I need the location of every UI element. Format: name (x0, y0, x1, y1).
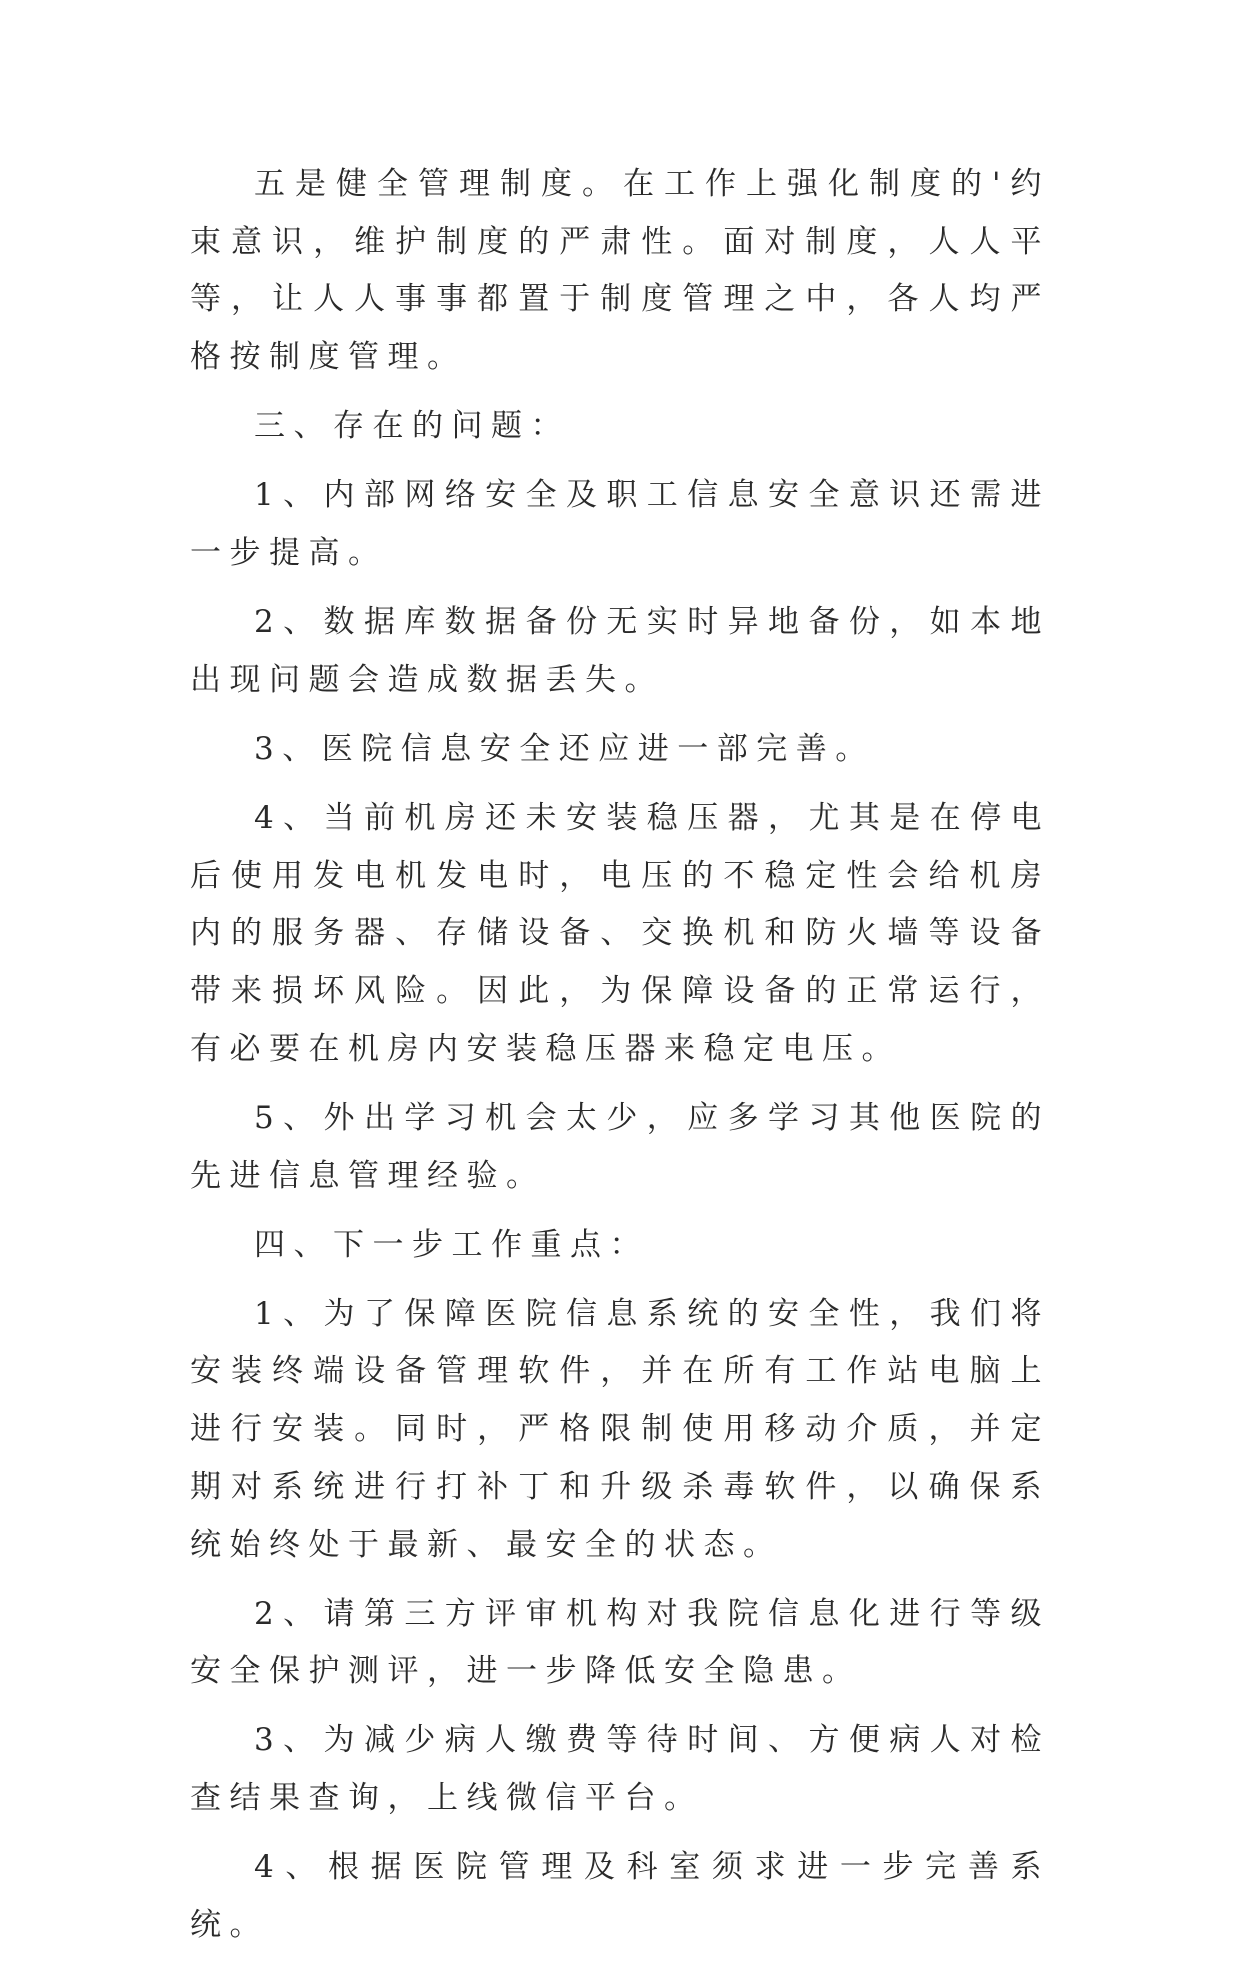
problem-item-2: 2、数据库数据备份无实时异地备份，如本地出现问题会造成数据丢失。 (190, 604, 1050, 698)
paragraph-management-system: 五是健全管理制度。在工作上强化制度的'约束意识，维护制度的严肃性。面对制度，人人平等，让人人事事都置于制度管理之中，各人均严格按制度管理。 (190, 166, 1050, 376)
next-step-item-4: 4、根据医院管理及科室须求进一步完善系统。 (190, 1849, 1050, 1943)
next-step-item-1: 1、为了保障医院信息系统的安全性，我们将安装终端设备管理软件，并在所有工作站电脑上进行安装。同时，严格限制使用移动介质，并定期对系统进行打补丁和升级杀毒软件，以确保系统始终处于最新、最安全的状态。 (190, 1295, 1050, 1563)
document-body (190, 156, 1050, 1966)
problem-item-1: 1、内部网络安全及职工信息安全意识还需进一步提高。 (190, 477, 1050, 571)
problem-item-5: 5、外出学习机会太少，应多学习其他医院的先进信息管理经验。 (190, 1099, 1050, 1194)
next-step-item-3: 3、为减少病人缴费等待时间、方便病人对检查结果查询，上线微信平台。 (190, 1722, 1050, 1817)
problem-item-3: 3、医院信息安全还应进一部完善。 (254, 730, 875, 767)
section-heading-next-steps: 四、下一步工作重点： (254, 1226, 649, 1263)
section-heading-existing-problems: 三、存在的问题： (254, 408, 570, 445)
problem-item-4: 4、当前机房还未安装稳压器，尤其是在停电后使用发电机发电时，电压的不稳定性会给机房内的服务器、存储设备、交换机和防火墙等设备带来损坏风险。因此，为保障设备的正常运行，有必要在机房内安装稳压器来稳定电压。 (190, 799, 1050, 1067)
next-step-item-2: 2、请第三方评审机构对我院信息化进行等级安全保护测评，进一步降低安全隐患。 (190, 1595, 1050, 1690)
